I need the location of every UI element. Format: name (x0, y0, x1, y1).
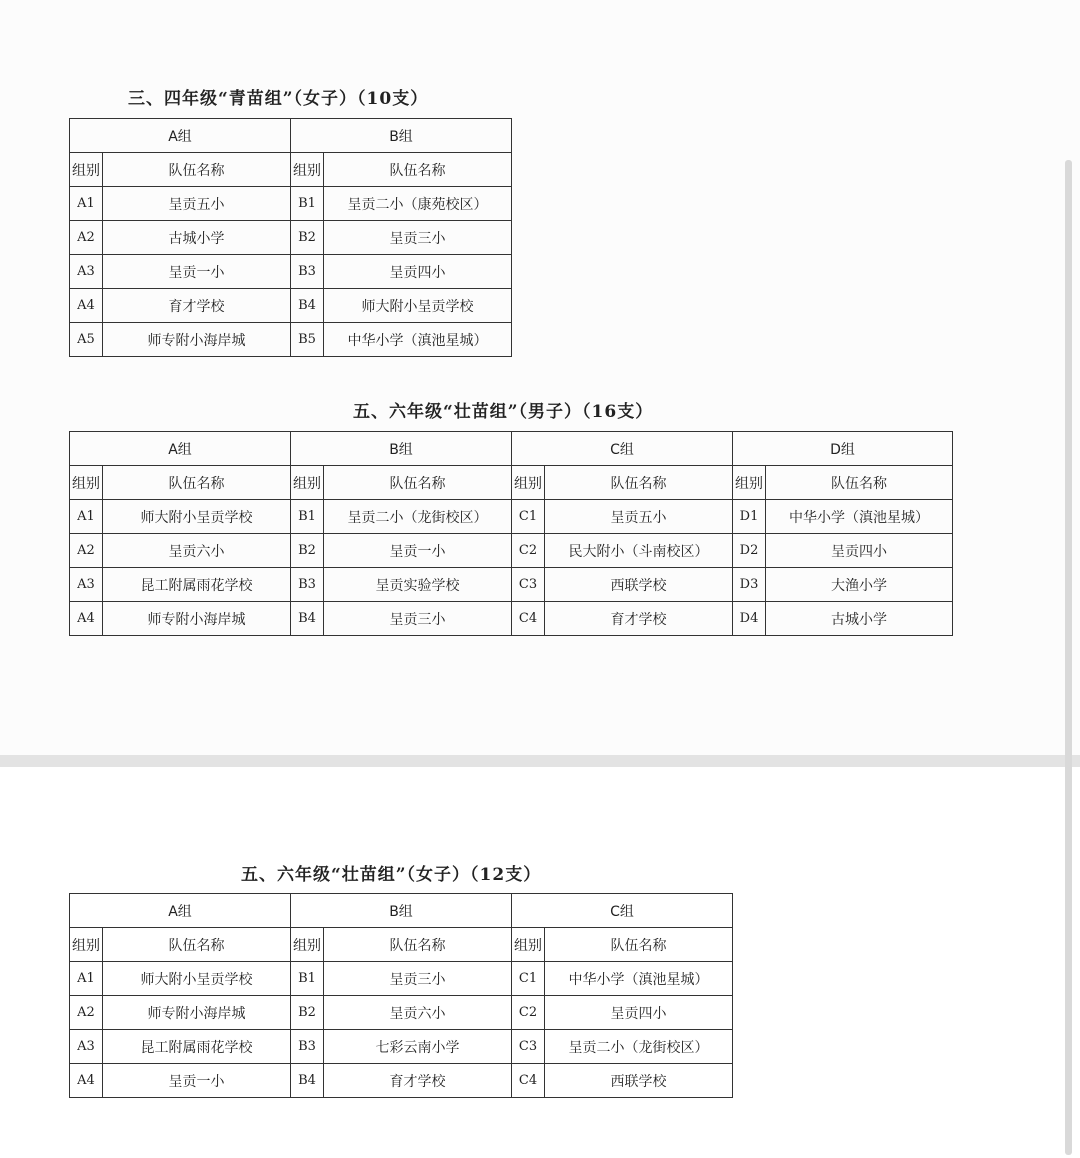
group-label: B组 (291, 119, 512, 153)
team-code: C3 (512, 568, 545, 602)
team-code: D2 (733, 534, 766, 568)
group-label: B组 (291, 894, 512, 928)
team-name: 呈贡六小 (103, 534, 291, 568)
team-name: 呈贡二小（龙街校区） (545, 1030, 733, 1064)
column-header-code: 组别 (512, 928, 545, 962)
team-code: B3 (291, 568, 324, 602)
column-header-name: 队伍名称 (324, 153, 512, 187)
column-header-row (70, 466, 953, 500)
team-name: 呈贡三小 (324, 221, 512, 255)
team-name: 师大附小呈贡学校 (103, 500, 291, 534)
team-name: 中华小学（滇池星城） (324, 323, 512, 357)
team-name: 呈贡一小 (103, 255, 291, 289)
team-code: C2 (512, 534, 545, 568)
group-header-row (70, 894, 733, 928)
team-code: C2 (512, 996, 545, 1030)
table-row (70, 568, 953, 602)
column-header-row (70, 928, 733, 962)
section-title-grade34-girls: 三、四年级“青苗组”（女子）（10支） (128, 89, 429, 109)
team-code: B1 (291, 187, 324, 221)
team-name: 呈贡六小 (324, 996, 512, 1030)
table-row (70, 1030, 733, 1064)
column-header-code: 组别 (291, 466, 324, 500)
team-name: 呈贡四小 (766, 534, 953, 568)
team-name: 古城小学 (103, 221, 291, 255)
grade56-boys-table (69, 431, 953, 636)
team-code: A2 (70, 996, 103, 1030)
team-name: 师专附小海岸城 (103, 602, 291, 636)
team-code: B3 (291, 255, 324, 289)
column-header-code: 组别 (70, 153, 103, 187)
team-name: 西联学校 (545, 568, 733, 602)
column-header-name: 队伍名称 (545, 466, 733, 500)
column-header-name: 队伍名称 (545, 928, 733, 962)
team-name: 呈贡五小 (103, 187, 291, 221)
column-header-code: 组别 (733, 466, 766, 500)
group-label: A组 (70, 119, 291, 153)
grade56-girls-table (69, 893, 733, 1098)
team-name: 呈贡三小 (324, 962, 512, 996)
team-code: A3 (70, 255, 103, 289)
team-code: A2 (70, 534, 103, 568)
team-code: B5 (291, 323, 324, 357)
team-code: B1 (291, 500, 324, 534)
column-header-code: 组别 (70, 928, 103, 962)
team-name: 昆工附属雨花学校 (103, 568, 291, 602)
group-label: A组 (70, 432, 291, 466)
team-name: 育才学校 (103, 289, 291, 323)
team-name: 师专附小海岸城 (103, 323, 291, 357)
team-code: A3 (70, 568, 103, 602)
team-code: C1 (512, 962, 545, 996)
team-name: 呈贡二小（龙街校区） (324, 500, 512, 534)
group-label: C组 (512, 432, 733, 466)
team-name: 呈贡一小 (324, 534, 512, 568)
team-name: 师专附小海岸城 (103, 996, 291, 1030)
table-row (70, 602, 953, 636)
table-row (70, 962, 733, 996)
team-code: A2 (70, 221, 103, 255)
team-code: A3 (70, 1030, 103, 1064)
team-code: C4 (512, 602, 545, 636)
team-code: A5 (70, 323, 103, 357)
team-code: A4 (70, 602, 103, 636)
column-header-row (70, 153, 512, 187)
team-code: B2 (291, 534, 324, 568)
column-header-name: 队伍名称 (324, 466, 512, 500)
team-name: 古城小学 (766, 602, 953, 636)
vertical-scrollbar[interactable] (1065, 160, 1072, 1155)
team-name: 中华小学（滇池星城） (766, 500, 953, 534)
team-code: B4 (291, 1064, 324, 1098)
team-name: 呈贡三小 (324, 602, 512, 636)
section-title-grade56-girls: 五、六年级“壮苗组”（女子）（12支） (241, 865, 542, 885)
column-header-name: 队伍名称 (766, 466, 953, 500)
table-row (70, 255, 512, 289)
grade34-girls-table (69, 118, 512, 357)
team-name: 呈贡五小 (545, 500, 733, 534)
group-header-row (70, 119, 512, 153)
team-code: D4 (733, 602, 766, 636)
team-name: 呈贡四小 (545, 996, 733, 1030)
table-row (70, 289, 512, 323)
team-name: 呈贡二小（康苑校区） (324, 187, 512, 221)
team-code: A4 (70, 1064, 103, 1098)
group-label: C组 (512, 894, 733, 928)
team-code: B1 (291, 962, 324, 996)
column-header-code: 组别 (512, 466, 545, 500)
team-code: B4 (291, 602, 324, 636)
column-header-code: 组别 (70, 466, 103, 500)
column-header-code: 组别 (291, 153, 324, 187)
team-name: 七彩云南小学 (324, 1030, 512, 1064)
team-code: D3 (733, 568, 766, 602)
team-code: A4 (70, 289, 103, 323)
team-name: 民大附小（斗南校区） (545, 534, 733, 568)
team-code: A1 (70, 500, 103, 534)
table-row (70, 500, 953, 534)
table-row (70, 996, 733, 1030)
column-header-name: 队伍名称 (103, 466, 291, 500)
team-name: 呈贡四小 (324, 255, 512, 289)
group-label: D组 (733, 432, 953, 466)
group-label: A组 (70, 894, 291, 928)
table-row (70, 221, 512, 255)
team-code: A1 (70, 962, 103, 996)
section-title-grade56-boys: 五、六年级“壮苗组”（男子）（16支） (353, 402, 654, 422)
team-code: B2 (291, 221, 324, 255)
team-name: 中华小学（滇池星城） (545, 962, 733, 996)
table-row (70, 534, 953, 568)
team-code: A1 (70, 187, 103, 221)
column-header-name: 队伍名称 (324, 928, 512, 962)
team-code: B4 (291, 289, 324, 323)
team-code: B3 (291, 1030, 324, 1064)
team-name: 育才学校 (545, 602, 733, 636)
team-code: D1 (733, 500, 766, 534)
column-header-code: 组别 (291, 928, 324, 962)
column-header-name: 队伍名称 (103, 153, 291, 187)
table-row (70, 323, 512, 357)
table-row (70, 1064, 733, 1098)
team-code: C4 (512, 1064, 545, 1098)
team-name: 育才学校 (324, 1064, 512, 1098)
team-name: 呈贡实验学校 (324, 568, 512, 602)
group-header-row (70, 432, 953, 466)
team-code: C1 (512, 500, 545, 534)
group-label: B组 (291, 432, 512, 466)
team-name: 大渔小学 (766, 568, 953, 602)
column-header-name: 队伍名称 (103, 928, 291, 962)
team-name: 昆工附属雨花学校 (103, 1030, 291, 1064)
page-separator (0, 755, 1080, 767)
team-name: 呈贡一小 (103, 1064, 291, 1098)
team-code: C3 (512, 1030, 545, 1064)
table-row (70, 187, 512, 221)
team-name: 师大附小呈贡学校 (324, 289, 512, 323)
team-name: 西联学校 (545, 1064, 733, 1098)
team-name: 师大附小呈贡学校 (103, 962, 291, 996)
team-code: B2 (291, 996, 324, 1030)
